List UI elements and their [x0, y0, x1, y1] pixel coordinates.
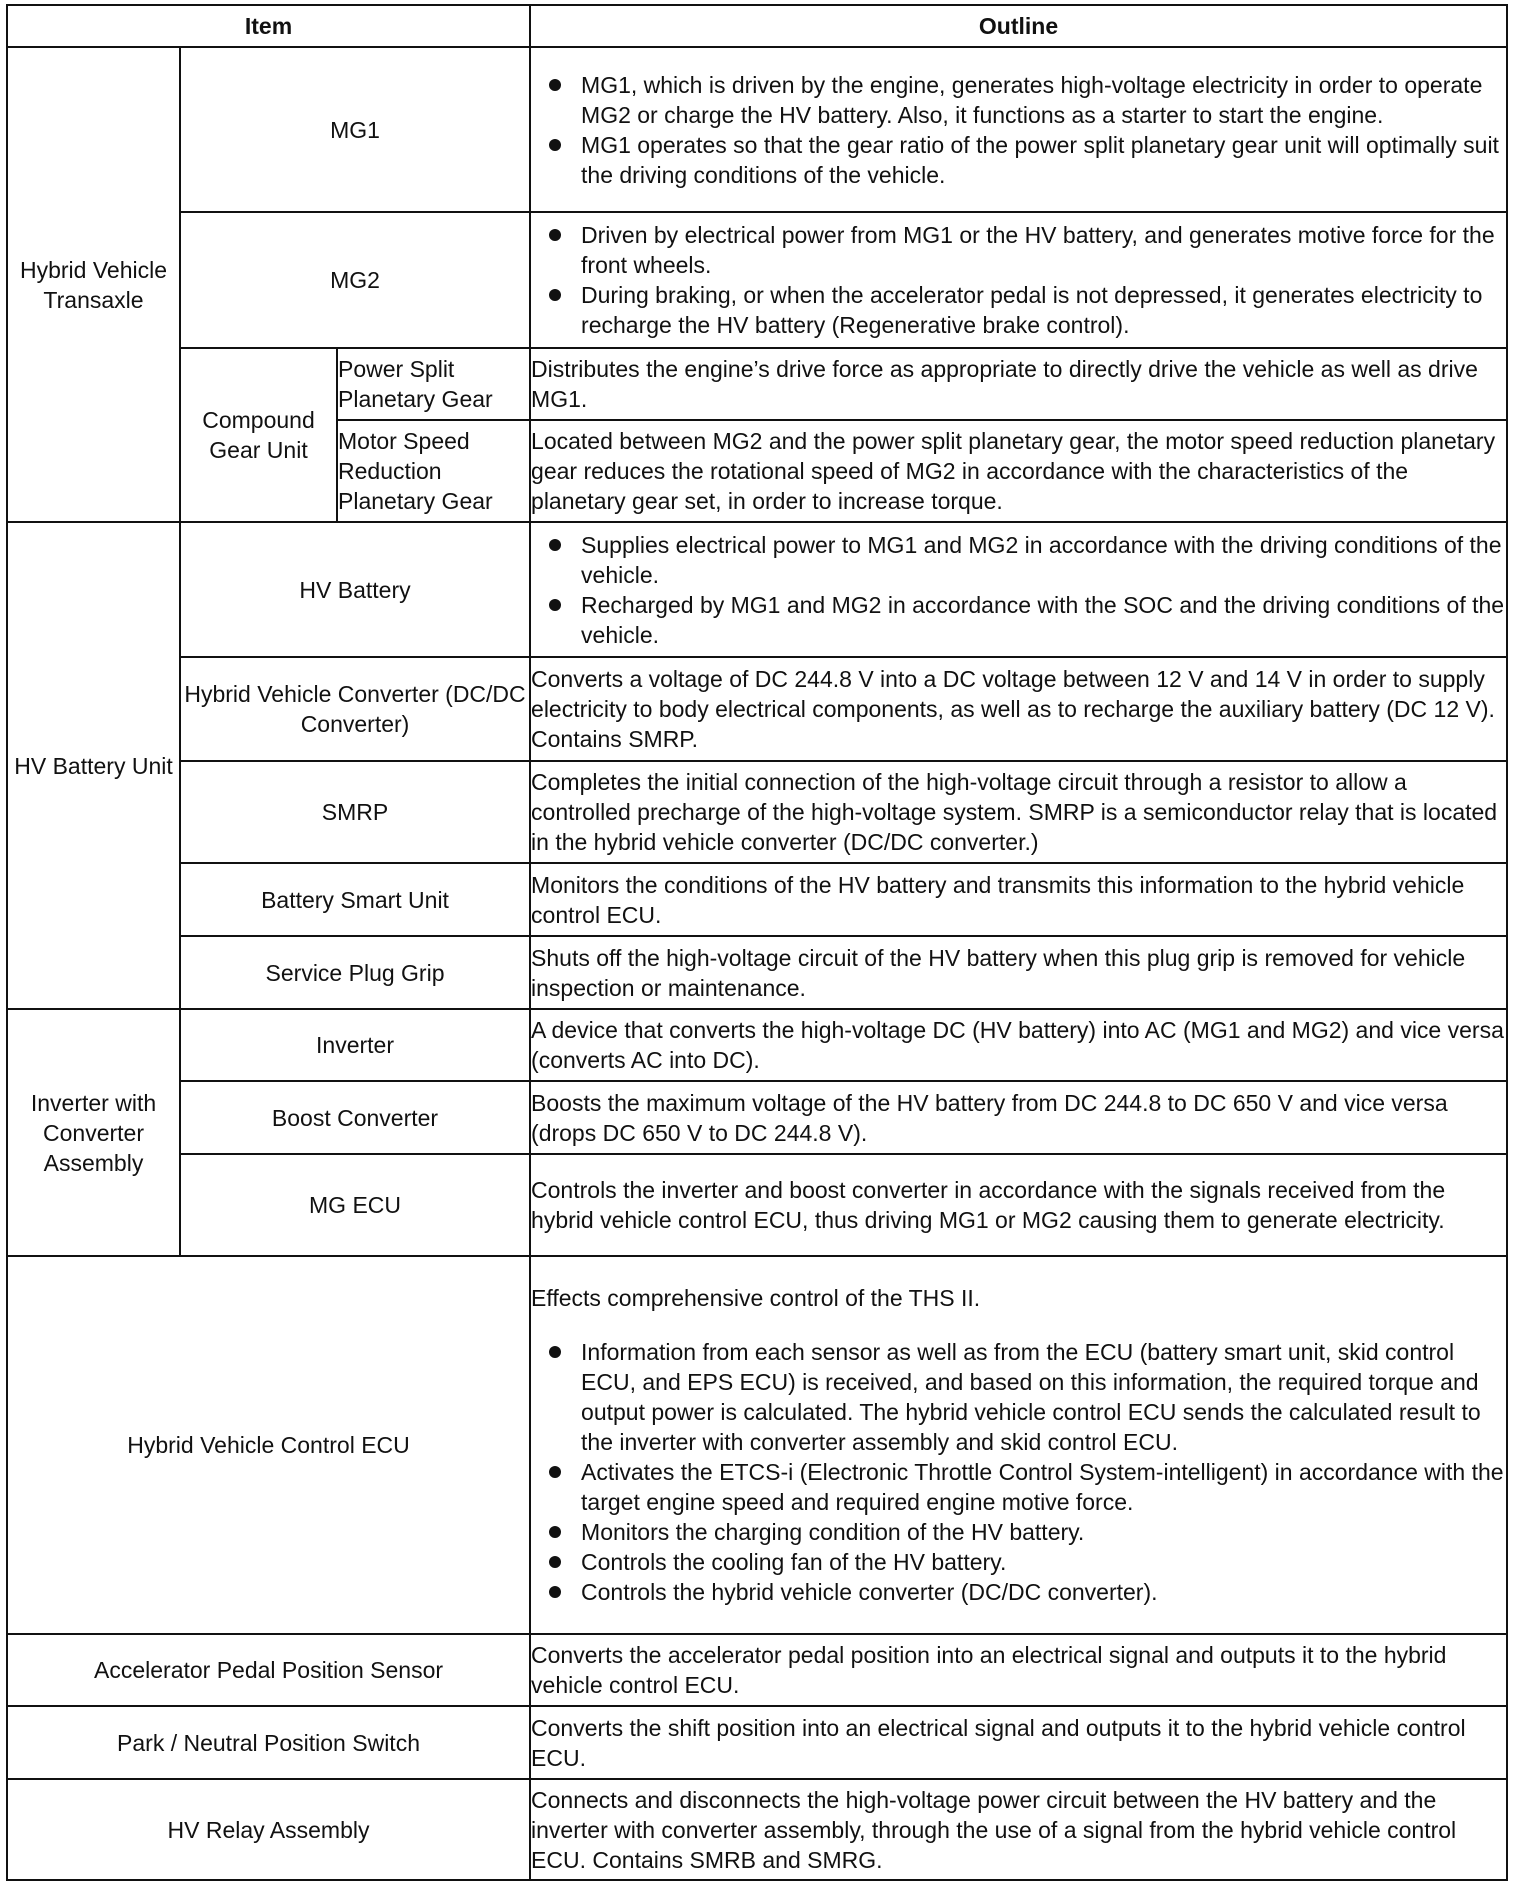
outline-text: Located between MG2 and the power split planetary gear, the motor speed reduction planetary gear reduces the rotational speed of MG2 in accordance with the characteristics of the planetary gear set, in order to increase torque.	[531, 428, 1496, 514]
outline-accelerator-pedal-position-sensor	[530, 1634, 1507, 1706]
outline-text: Controls the inverter and boost converter in accordance with the signals received from the hybrid vehicle control ECU, thus driving MG1 or MG2 causing them to generate electricity.	[531, 1177, 1446, 1233]
bullet-item: MG1 operates so that the gear ratio of the power split planetary gear unit will optimally suit the driving conditions of the vehicle.	[531, 130, 1506, 190]
outline-text: Completes the initial connection of the high-voltage circuit through a resistor to allow a controlled precharge of the high-voltage system. SMRP is a semiconductor relay that is located in the hybrid vehicle converter (DC/DC converter.)	[531, 769, 1498, 855]
table-row	[7, 212, 1507, 348]
header-row	[7, 5, 1507, 47]
outline-hv-battery	[530, 522, 1507, 657]
table-row	[7, 522, 1507, 657]
item-battery-smart-unit: Battery Smart Unit	[180, 863, 530, 936]
outline-boost-converter	[530, 1081, 1507, 1154]
outline-hv-relay-assembly	[530, 1779, 1507, 1880]
table-row	[7, 657, 1507, 761]
item-compound-gear-unit: Compound Gear Unit	[180, 348, 337, 522]
outline-power-split-planetary-gear	[530, 348, 1507, 420]
outline-text: Monitors the conditions of the HV battery and transmits this information to the hybrid vehicle control ECU.	[531, 871, 1465, 928]
item-power-split-planetary-gear: Power Split Planetary Gear	[337, 348, 530, 420]
outline-inverter	[530, 1009, 1507, 1081]
item-smrp: SMRP	[180, 761, 530, 863]
spec-table-wrapper	[6, 4, 1508, 1881]
outline-battery-smart-unit	[530, 863, 1507, 936]
bullet-item: Controls the cooling fan of the HV battery.	[531, 1547, 1506, 1577]
outline-intro: Effects comprehensive control of the THS II.	[531, 1285, 981, 1311]
table-row	[7, 47, 1507, 212]
bullet-item: Driven by electrical power from MG1 or the HV battery, and generates motive force for the front wheels.	[531, 220, 1506, 280]
item-inverter: Inverter	[180, 1009, 530, 1081]
bullet-item: Information from each sensor as well as from the ECU (battery smart unit, skid control ECU, and EPS ECU) is received, and based on this information, the required torque and output power is calculated. The hybrid vehicle control ECU sends the calculated result to the inverter with converter assembly and skid control ECU.	[531, 1337, 1506, 1457]
outline-hybrid-vehicle-converter	[530, 657, 1507, 761]
table-row	[7, 863, 1507, 936]
table-row	[7, 1154, 1507, 1256]
category-hv-battery-unit: HV Battery Unit	[7, 522, 180, 1009]
table-row	[7, 1256, 1507, 1634]
bullet-item: Monitors the charging condition of the HV battery.	[531, 1517, 1506, 1547]
outline-text: Converts the shift position into an electrical signal and outputs it to the hybrid vehicle control ECU.	[531, 1714, 1466, 1771]
outline-text: A device that converts the high-voltage DC (HV battery) into AC (MG1 and MG2) and vice versa (converts AC into DC).	[531, 1017, 1504, 1073]
outline-text: Converts a voltage of DC 244.8 V into a DC voltage between 12 V and 14 V in order to supply electricity to body electrical components, as well as to recharge the auxiliary battery (DC 12 V). Contains SMRP.	[531, 666, 1495, 752]
outline-mg-ecu	[530, 1154, 1507, 1256]
bullet-item: Activates the ETCS-i (Electronic Throttle Control System-intelligent) in accordance with the target engine speed and required engine motive force.	[531, 1457, 1506, 1517]
outline-text: Boosts the maximum voltage of the HV battery from DC 244.8 to DC 650 V and vice versa (drops DC 650 V to DC 244.8 V).	[531, 1089, 1448, 1146]
bullet-item: Supplies electrical power to MG1 and MG2 in accordance with the driving conditions of the vehicle.	[531, 530, 1506, 590]
item-hv-battery: HV Battery	[180, 522, 530, 657]
table-row	[7, 1081, 1507, 1154]
item-mg1: MG1	[180, 47, 530, 212]
outline-mg2	[530, 212, 1507, 348]
outline-mg1	[530, 47, 1507, 212]
item-mg-ecu: MG ECU	[180, 1154, 530, 1256]
item-hybrid-vehicle-converter: Hybrid Vehicle Converter (DC/DC Converter)	[180, 657, 530, 761]
item-mg2: MG2	[180, 212, 530, 348]
bullet-item: Controls the hybrid vehicle converter (DC/DC converter).	[531, 1577, 1506, 1607]
outline-header: Outline	[530, 5, 1507, 47]
outline-motor-speed-reduction-planetary-gear	[530, 420, 1507, 522]
outline-text: Distributes the engine’s drive force as appropriate to directly drive the vehicle as well as drive MG1.	[531, 356, 1478, 412]
table-row	[7, 936, 1507, 1009]
item-park-neutral-position-switch: Park / Neutral Position Switch	[7, 1706, 530, 1779]
item-header: Item	[7, 5, 530, 47]
category-hybrid-vehicle-transaxle: Hybrid Vehicle Transaxle	[7, 47, 180, 522]
item-motor-speed-reduction-planetary-gear: Motor Speed Reduction Planetary Gear	[337, 420, 530, 522]
bullet-item: Recharged by MG1 and MG2 in accordance with the SOC and the driving conditions of the vehicle.	[531, 590, 1506, 650]
category-inverter-with-converter-assembly: Inverter with Converter Assembly	[7, 1009, 180, 1256]
item-accelerator-pedal-position-sensor: Accelerator Pedal Position Sensor	[7, 1634, 530, 1706]
outline-service-plug-grip	[530, 936, 1507, 1009]
item-hv-relay-assembly: HV Relay Assembly	[7, 1779, 530, 1880]
outline-hybrid-vehicle-control-ecu	[530, 1256, 1507, 1634]
item-service-plug-grip: Service Plug Grip	[180, 936, 530, 1009]
bullet-item: During braking, or when the accelerator pedal is not depressed, it generates electricity to recharge the HV battery (Regenerative brake control).	[531, 280, 1506, 340]
bullet-item: MG1, which is driven by the engine, generates high-voltage electricity in order to operate MG2 or charge the HV battery. Also, it functions as a starter to start the engine.	[531, 70, 1506, 130]
spacer	[531, 1313, 1506, 1337]
outline-park-neutral-position-switch	[530, 1706, 1507, 1779]
item-hybrid-vehicle-control-ecu: Hybrid Vehicle Control ECU	[7, 1256, 530, 1634]
table-row	[7, 1706, 1507, 1779]
table-row	[7, 1779, 1507, 1880]
component-outline-table	[6, 4, 1508, 1881]
item-boost-converter: Boost Converter	[180, 1081, 530, 1154]
outline-text: Shuts off the high-voltage circuit of the HV battery when this plug grip is removed for vehicle inspection or maintenance.	[531, 944, 1466, 1001]
table-row	[7, 761, 1507, 863]
table-row	[7, 1009, 1507, 1081]
table-row	[7, 1634, 1507, 1706]
outline-smrp	[530, 761, 1507, 863]
outline-text: Converts the accelerator pedal position into an electrical signal and outputs it to the hybrid vehicle control ECU.	[531, 1642, 1447, 1698]
outline-text: Connects and disconnects the high-voltage power circuit between the HV battery and the inverter with converter assembly, through the use of a signal from the hybrid vehicle control ECU. Contains SMRB and SMRG.	[531, 1786, 1457, 1873]
table-row	[7, 348, 1507, 420]
